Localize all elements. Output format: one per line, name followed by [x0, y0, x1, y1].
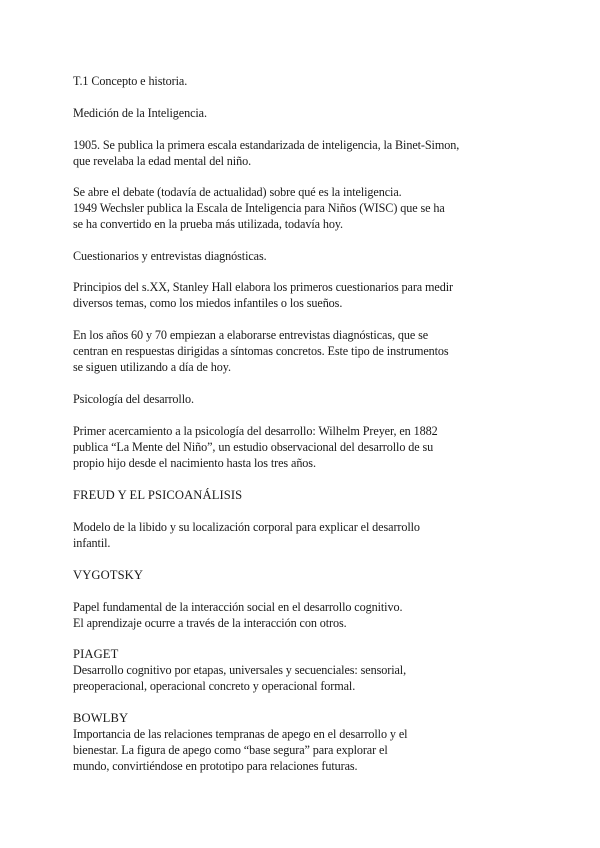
author-heading: VYGOTSKY — [73, 568, 144, 582]
paragraph-line: En los años 60 y 70 empiezan a elaborarse entrevistas diagnósticas, que se — [73, 328, 429, 342]
paragraph-line: se ha convertido en la prueba más utilizada, todavía hoy. — [73, 217, 344, 231]
paragraph-line: se siguen utilizando a día de hoy. — [73, 360, 231, 374]
author-heading: PIAGET — [73, 647, 119, 661]
paragraph-line: Modelo de la libido y su localización corporal para explicar el desarrollo — [73, 520, 420, 534]
author-heading: BOWLBY — [73, 711, 129, 725]
paragraph-line: infantil. — [73, 536, 111, 550]
paragraph-line: Primer acercamiento a la psicología del desarrollo: Wilhelm Preyer, en 1882 — [73, 424, 438, 438]
paragraph-line: Papel fundamental de la interacción social en el desarrollo cognitivo. — [73, 600, 403, 614]
subsection-heading: Medición de la Inteligencia. — [73, 106, 207, 120]
paragraph-line: 1949 Wechsler publica la Escala de Inteligencia para Niños (WISC) que se ha — [73, 201, 445, 215]
author-heading: FREUD Y EL PSICOANÁLISIS — [73, 488, 243, 502]
section-title: T.1 Concepto e historia. — [73, 74, 188, 88]
paragraph-line: propio hijo desde el nacimiento hasta los tres años. — [73, 456, 316, 470]
paragraph-line: Se abre el debate (todavía de actualidad) sobre qué es la inteligencia. — [73, 185, 402, 199]
paragraph-line: Principios del s.XX, Stanley Hall elabora los primeros cuestionarios para medir — [73, 280, 453, 294]
paragraph-line: El aprendizaje ocurre a través de la interacción con otros. — [73, 616, 347, 630]
paragraph-line: mundo, convirtiéndose en prototipo para relaciones futuras. — [73, 759, 358, 773]
paragraph-line: que revelaba la edad mental del niño. — [73, 154, 252, 168]
subsection-heading: Psicología del desarrollo. — [73, 392, 194, 406]
paragraph-line: centran en respuestas dirigidas a síntomas concretos. Este tipo de instrumentos — [73, 344, 449, 358]
paragraph-line: 1905. Se publica la primera escala estandarizada de inteligencia, la Binet-Simon, — [73, 138, 460, 152]
paragraph-line: preoperacional, operacional concreto y operacional formal. — [73, 679, 356, 693]
subsection-heading: Cuestionarios y entrevistas diagnósticas. — [73, 249, 267, 263]
paragraph-line: bienestar. La figura de apego como “base segura” para explorar el — [73, 743, 388, 757]
paragraph-line: Importancia de las relaciones tempranas de apego en el desarrollo y el — [73, 727, 408, 741]
paragraph-line: publica “La Mente del Niño”, un estudio observacional del desarrollo de su — [73, 440, 434, 454]
paragraph-line: Desarrollo cognitivo por etapas, universales y secuenciales: sensorial, — [73, 663, 407, 677]
paragraph-line: diversos temas, como los miedos infantiles o los sueños. — [73, 296, 343, 310]
